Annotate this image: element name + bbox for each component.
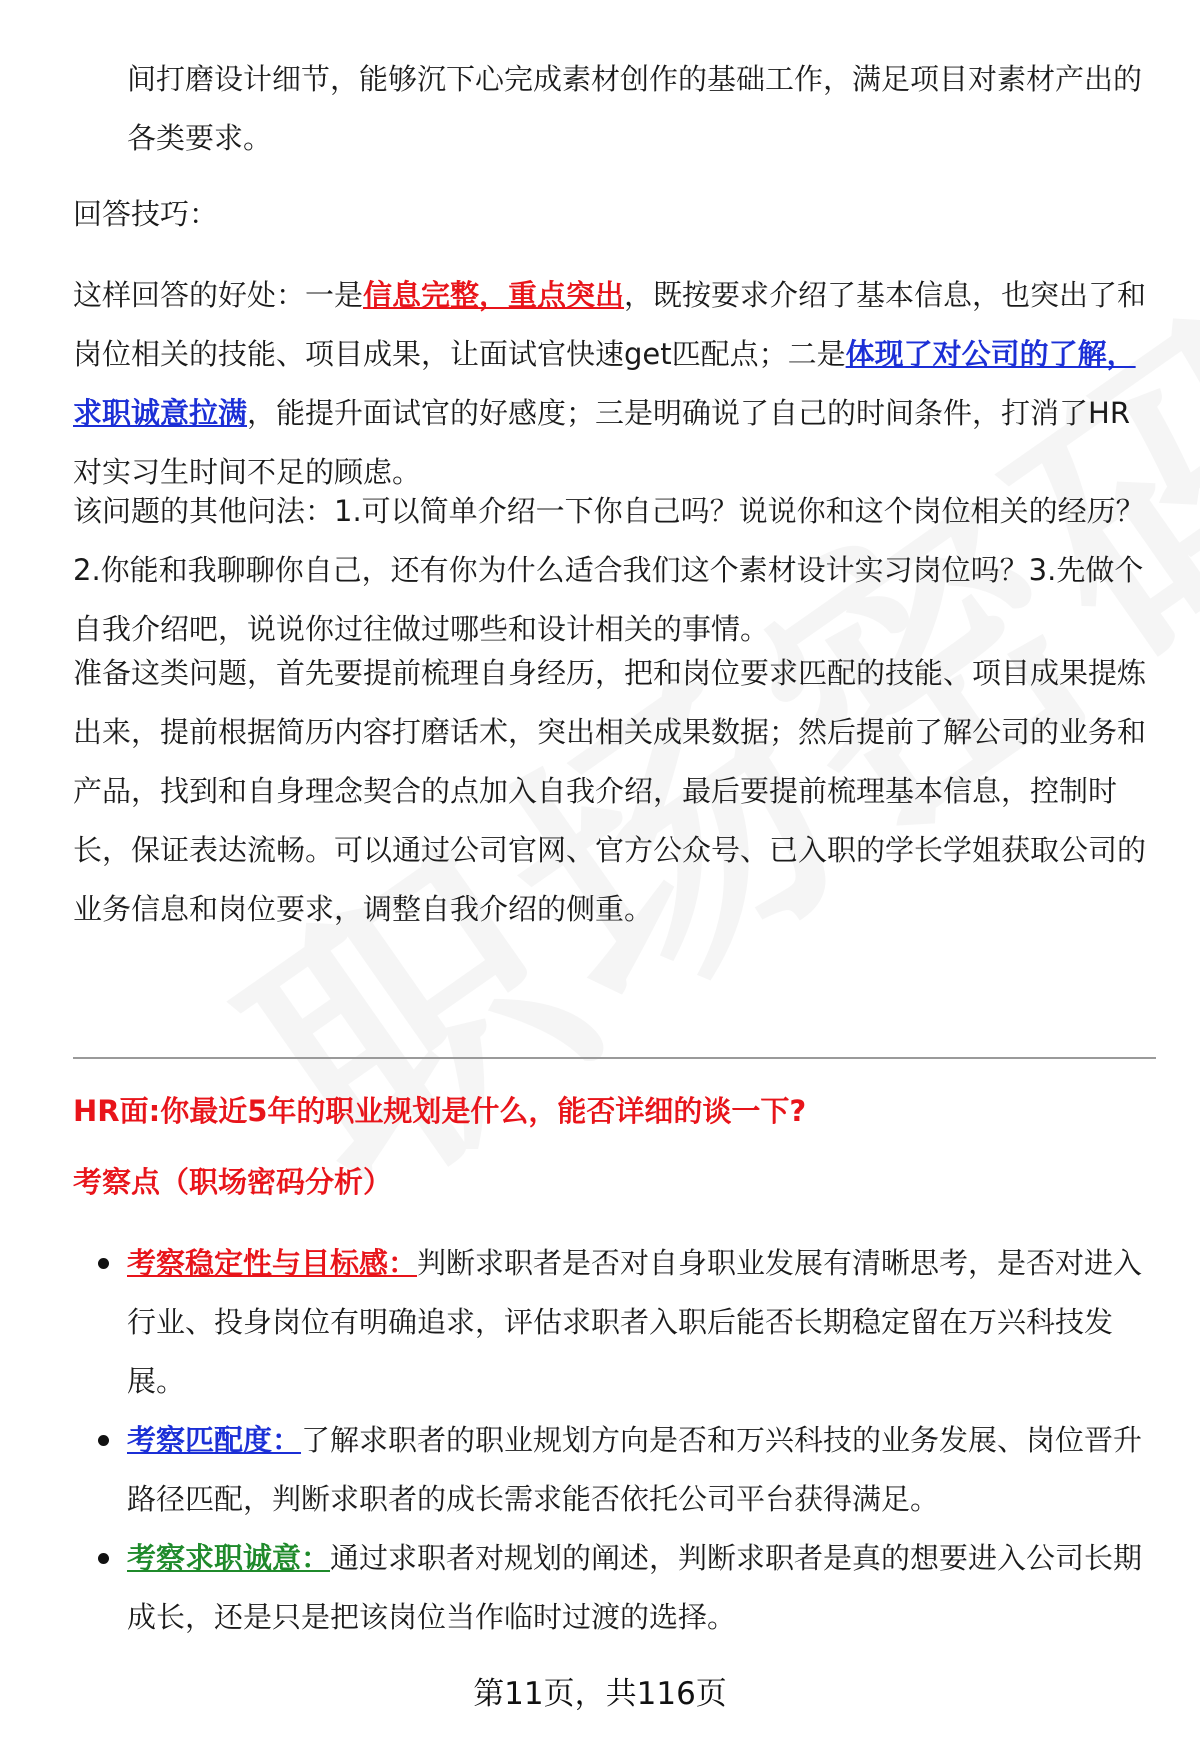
bullet-dot	[98, 1258, 109, 1269]
bullet-dot	[98, 1553, 109, 1564]
section-divider	[73, 1057, 1156, 1059]
tips-label: 回答技巧：	[73, 197, 219, 231]
continued-paragraph: 间打磨设计细节，能够沉下心完成素材创作的基础工作，满足项目对素材产出的各类要求。	[127, 62, 1143, 155]
bullet-text-sincerity: 通过求职者对规划的阐述，判断求职者是真的想要进入公司长期成长，还是只是把该岗位当作临时过渡的选择。	[127, 1541, 1143, 1634]
bullet-dot	[98, 1435, 109, 1446]
prepare-paragraph: 准备这类问题，首先要提前梳理自身经历，把和岗位要求匹配的技能、项目成果提炼出来，提前根据简历内容打磨话术，突出相关成果数据；然后提前了解公司的业务和产品，找到和自身理念契合的点加入自我介绍，最后要提前梳理基本信息，控制时长，保证表达流畅。可以通过公司官网、官方公众号、已入职的学长学姐获取公司的业务信息和岗位要求，调整自我介绍的侧重。	[73, 656, 1147, 926]
page-footer: 第11页，共116页	[473, 1676, 727, 1712]
bullet-label-match: 考察匹配度：	[127, 1423, 302, 1457]
other-ways-paragraph: 该问题的其他问法：1.可以简单介绍一下你自己吗？说说你和这个岗位相关的经历？2.你能和我聊聊你自己，还有你为什么适合我们这个素材设计实习岗位吗？3.先做个自我介绍吧，说说你过往做过哪些和设计相关的事情。	[73, 494, 1145, 646]
bullet-text-match: 了解求职者的职业规划方向是否和万兴科技的业务发展、岗位晋升路径匹配，判断求职者的成长需求能否依托公司平台获得满足。	[127, 1423, 1143, 1516]
highlight-complete-info: 信息完整，重点突出	[363, 278, 625, 312]
bullet-label-stability: 考察稳定性与目标感：	[127, 1246, 418, 1280]
highlight-company-understanding: 体现了对公司的了解，求职诚意拉满	[73, 337, 1136, 430]
list-item	[127, 1411, 1153, 1529]
hr-question: HR面:你最近5年的职业规划是什么，能否详细的谈一下?	[73, 1094, 807, 1128]
benefit-text-2: ，既按要求介绍了基本信息，也突出了和岗位相关的技能、项目成果，让面试官快速get匹配点；二是	[73, 278, 1147, 371]
focus-title: 考察点（职场密码分析）	[73, 1165, 393, 1199]
benefit-text-1: 这样回答的好处：一是	[73, 278, 364, 312]
benefit-text-3: ，能提升面试官的好感度；三是明确说了自己的时间条件，打消了HR对实习生时间不足的顾虑。	[73, 396, 1130, 489]
bullet-text-stability: 判断求职者是否对自身职业发展有清晰思考，是否对进入行业、投身岗位有明确追求，评估求职者入职后能否长期稳定留在万兴科技发展。	[127, 1246, 1143, 1398]
list-item	[127, 1234, 1153, 1411]
benefit-paragraph	[73, 266, 1153, 502]
list-item	[127, 1529, 1153, 1647]
bullet-label-sincerity: 考察求职诚意：	[127, 1541, 331, 1575]
